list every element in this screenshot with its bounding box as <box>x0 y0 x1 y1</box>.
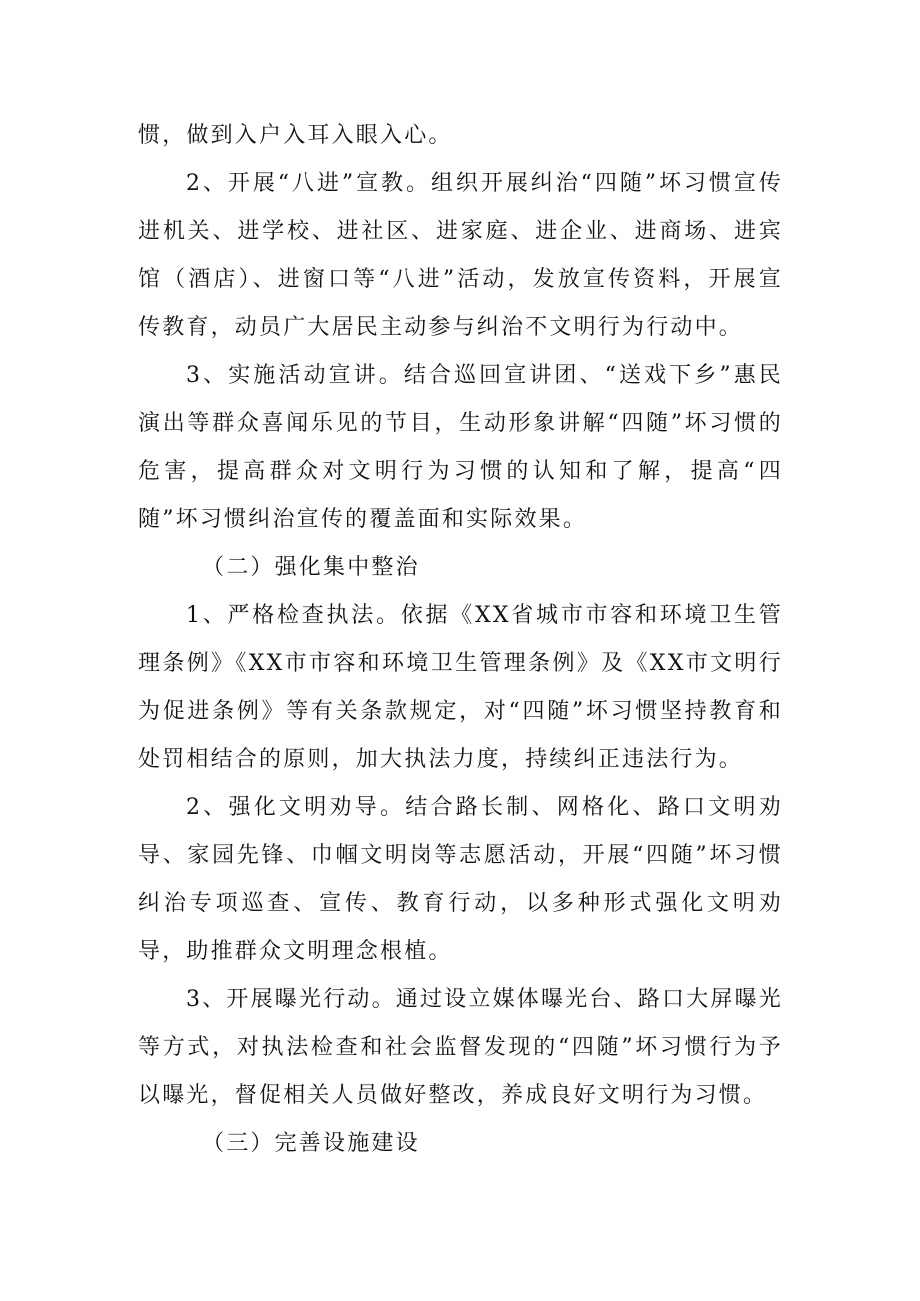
paragraph-exposure-action: 3、开展曝光行动。通过设立媒体曝光台、路口大屏曝光等方式，对执法检查和社会监督发现的“四随”坏习惯行为予以曝光，督促相关人员做好整改，养成良好文明行为习惯。 <box>138 987 783 1108</box>
paragraph-eight-entries-education: 2、开展“八进”宣教。组织开展纠治“四随”坏习惯宣传进机关、进学校、进社区、进家庭、进企业、进商场、进宾馆（酒店）、进窗口等“八进”活动，发放宣传资料，开展宣传教育，动员广大居民主动参与纠治不文明行为行动中。 <box>138 171 783 340</box>
paragraph-civilized-persuasion: 2、强化文明劝导。结合路长制、网格化、路口文明劝导、家园先锋、巾帼文明岗等志愿活动，开展“四随”坏习惯纠治专项巡查、宣传、教育行动，以多种形式强化文明劝导，助推群众文明理念根植。 <box>138 795 783 964</box>
document-body <box>138 112 783 1168</box>
paragraph-continuation: 惯，做到入户入耳入眼入心。 <box>138 123 453 148</box>
paragraph-activity-lectures: 3、实施活动宣讲。结合巡回宣讲团、“送戏下乡”惠民演出等群众喜闻乐见的节目，生动形象讲解“四随”坏习惯的危害，提高群众对文明行为习惯的认知和了解，提高“四随”坏习惯纠治宣传的覆盖面和实际效果。 <box>138 363 783 532</box>
section-heading-facility-construction: （三）完善设施建设 <box>202 1131 420 1156</box>
paragraph-strict-law-enforcement: 1、严格检查执法。依据《XX省城市市容和环境卫生管理条例》《XX市市容和环境卫生管理条例》及《XX市文明行为促进条例》等有关条款规定，对“四随”坏习惯坚持教育和处罚相结合的原则，加大执法力度，持续纠正违法行为。 <box>138 603 783 772</box>
section-heading-centralized-rectification: （二）强化集中整治 <box>202 555 420 580</box>
